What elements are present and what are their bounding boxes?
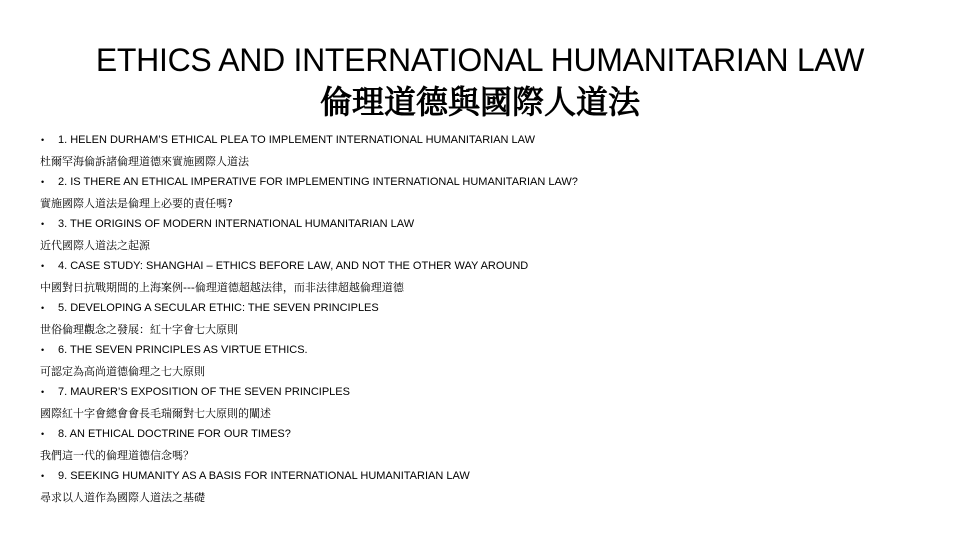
agenda-item-english: 4. CASE STUDY: SHANGHAI – ETHICS BEFORE LAW, AND NOT THE OTHER WAY AROUND bbox=[58, 260, 529, 272]
bullet-icon: • bbox=[41, 429, 45, 439]
agenda-item-chinese: 我們這一代的倫理道德信念嗎？ bbox=[40, 449, 194, 462]
bullet-icon: • bbox=[41, 219, 45, 229]
agenda-item-8 bbox=[40, 424, 940, 466]
bullet-icon: • bbox=[41, 135, 45, 145]
agenda-item-7 bbox=[40, 382, 940, 424]
agenda-item-5 bbox=[40, 298, 940, 340]
agenda-item-english: 7. MAURER’S EXPOSITION OF THE SEVEN PRINCIPLES bbox=[58, 386, 350, 398]
agenda-item-english: 2. IS THERE AN ETHICAL IMPERATIVE FOR IMPLEMENTING INTERNATIONAL HUMANITARIAN LAW? bbox=[58, 176, 578, 188]
agenda-item-chinese: 國際紅十字會總會會長毛瑞爾對七大原則的闡述 bbox=[40, 407, 271, 420]
bullet-icon: • bbox=[41, 471, 45, 481]
agenda-item-english: 6. THE SEVEN PRINCIPLES AS VIRTUE ETHICS. bbox=[58, 344, 308, 356]
agenda-item-6 bbox=[40, 340, 940, 382]
bullet-icon: • bbox=[41, 177, 45, 187]
bullet-icon: • bbox=[41, 387, 45, 397]
agenda-item-chinese: 近代國際人道法之起源 bbox=[40, 239, 150, 252]
agenda-item-english: 5. DEVELOPING A SECULAR ETHIC: THE SEVEN PRINCIPLES bbox=[58, 302, 379, 314]
slide-title-english: ETHICS AND INTERNATIONAL HUMANITARIAN LAW bbox=[95, 42, 865, 78]
agenda-list bbox=[40, 130, 940, 508]
slide-title-chinese: 倫理道德與國際人道法 bbox=[319, 83, 640, 121]
agenda-item-english: 9. SEEKING HUMANITY AS A BASIS FOR INTERNATIONAL HUMANITARIAN LAW bbox=[58, 470, 470, 482]
agenda-item-chinese: 中國對日抗戰期間的上海案例---倫理道德超越法律，而非法律超越倫理道德 bbox=[40, 281, 404, 294]
agenda-item-3 bbox=[40, 214, 940, 256]
agenda-item-english: 8. AN ETHICAL DOCTRINE FOR OUR TIMES? bbox=[58, 428, 291, 440]
agenda-item-english: 3. THE ORIGINS OF MODERN INTERNATIONAL HUMANITARIAN LAW bbox=[58, 218, 415, 230]
agenda-item-1 bbox=[40, 130, 940, 172]
bullet-icon: • bbox=[41, 261, 45, 271]
agenda-item-4 bbox=[40, 256, 940, 298]
agenda-item-chinese: 實施國際人道法是倫理上必要的責任嗎? bbox=[40, 197, 233, 210]
agenda-item-chinese: 杜爾罕海倫訴諸倫理道德來實施國際人道法 bbox=[40, 155, 249, 168]
agenda-item-english: 1. HELEN DURHAM’S ETHICAL PLEA TO IMPLEMENT INTERNATIONAL HUMANITARIAN LAW bbox=[58, 134, 535, 146]
bullet-icon: • bbox=[41, 345, 45, 355]
agenda-item-chinese: 尋求以人道作為國際人道法之基礎 bbox=[40, 491, 205, 504]
agenda-item-chinese: 可認定為高尚道德倫理之七大原則 bbox=[40, 365, 205, 378]
bullet-icon: • bbox=[41, 303, 45, 313]
agenda-item-chinese: 世俗倫理觀念之發展：紅十字會七大原則 bbox=[40, 323, 238, 336]
agenda-item-2 bbox=[40, 172, 940, 214]
agenda-item-9 bbox=[40, 466, 940, 508]
